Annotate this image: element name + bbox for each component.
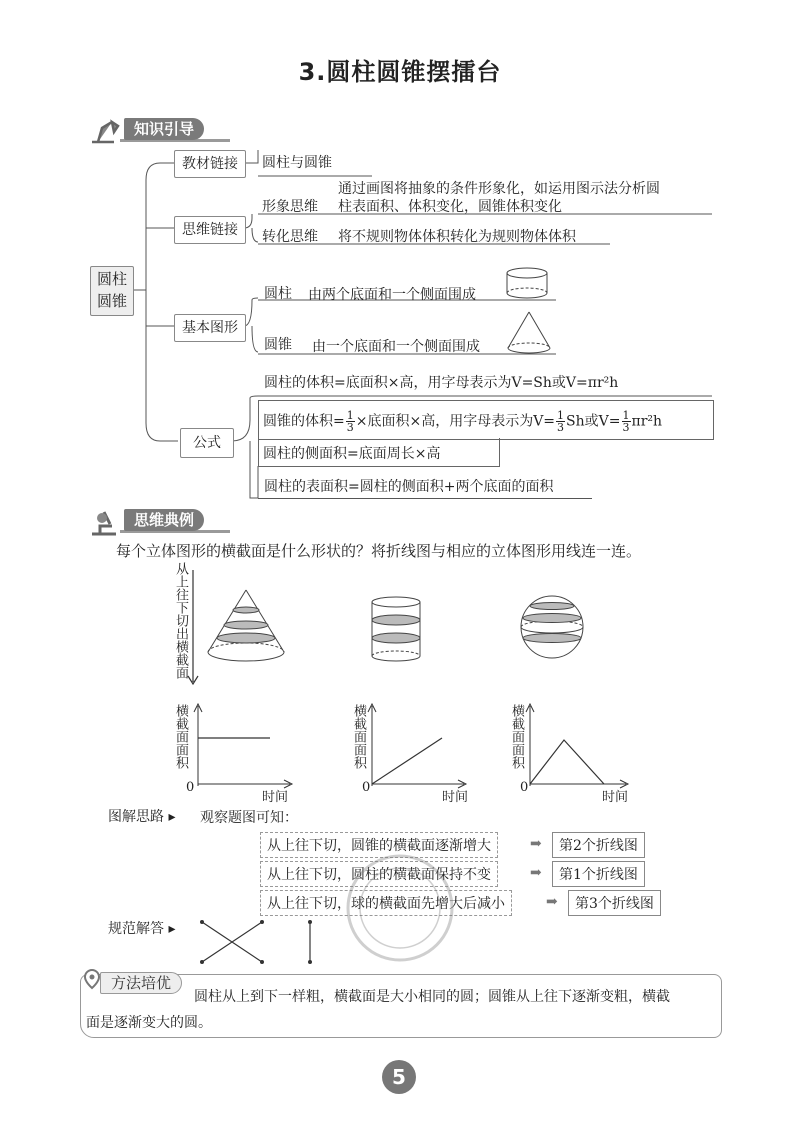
cone-formula-part2: ×底面积×高，用字母表示为V= [355,413,556,430]
cylinder-label: 圆柱 [264,286,292,302]
hint-result-1: 第2个折线图 [552,832,645,858]
graph1-xlabel: 时间 [262,790,289,805]
hint-label: 图解思路 ▸ [108,809,176,825]
stamp-watermark [330,846,470,976]
example-question: 每个立体图形的横截面是什么形状的？将折线图与相应的立体图形用线连一连。 [116,542,642,560]
hint-row-1: 从上往下切，圆锥的横截面逐渐增大 [260,832,498,858]
hint-intro: 观察题图可知： [200,810,298,826]
graph1-ylabel: 横截面面积 [173,704,188,769]
shape-thinking-line1: 通过画图将抽象的条件形象化，如运用图示法分析圆 [338,181,660,197]
answer-label-text: 规范解答 [108,921,164,937]
answer-label: 规范解答 ▸ [108,921,176,937]
frac-den-2: 3 [557,421,565,434]
mindmap-root-label: 圆柱圆锥 [96,270,127,310]
branch-shapes: 基本图形 [174,314,246,342]
cut-direction-label: 从上往下切出横截面 [173,562,188,679]
graph3-origin: 0 [520,780,529,795]
branch-formulas: 公式 [180,428,234,458]
cone-text: 由一个底面和一个侧面围成 [312,339,480,355]
frac-num-2: 1 [557,409,565,422]
transform-thinking-label: 转化思维 [262,229,318,245]
fraction-one-third-2 [556,410,565,433]
hint-row-3: 从上往下切，球的横截面先增大后减小 [260,890,512,916]
formula-cylinder-volume: 圆柱的体积=底面积×高，用字母表示为V=Sh或V=πr²h [264,375,619,391]
frac-den-3: 3 [622,421,630,434]
formula-cone-volume-box [258,400,714,440]
fraction-one-third [346,410,355,433]
hint-label-text: 图解思路 [108,809,164,825]
answer-diagram [196,918,326,968]
shape-thinking-line2: 柱表面积、体积变化，圆锥体积变化 [338,199,562,215]
section-knowledge: 知识引导 [124,118,204,140]
textbook-text: 圆柱与圆锥 [262,155,332,171]
page-number: 5 [382,1060,416,1094]
graph3-xlabel: 时间 [602,790,629,805]
arrow-right-icon-2: ➡ [530,865,542,881]
cone-icon [504,310,554,356]
microscope-icon [88,508,122,536]
cone-solid [206,588,326,668]
graph2-xlabel: 时间 [442,790,469,805]
cone-label: 圆锥 [264,337,292,353]
graph3-ylabel: 横截面面积 [509,704,524,769]
down-arrow-icon [186,568,200,688]
frac-den: 3 [346,421,354,434]
branch-thinking: 思维链接 [174,216,246,244]
cylinder-text: 由两个底面和一个侧面围成 [308,287,476,303]
cone-formula-part4: πr²h [631,413,663,430]
graph1 [190,700,300,790]
arrow-right-icon-3: ➡ [546,894,558,910]
cylinder-solid [368,594,428,670]
page-title: 3.圆柱圆锥摆擂台 [298,58,502,86]
arrow-right-icon-1: ➡ [530,836,542,852]
hint-result-3: 第3个折线图 [568,890,661,916]
graph1-origin: 0 [186,780,195,795]
cylinder-icon [502,266,552,302]
branch-textbook: 教材链接 [174,150,246,178]
mindmap-root [90,266,134,316]
cone-formula-part3: Sh或V= [566,413,621,430]
graph2-ylabel: 横截面面积 [351,704,366,769]
graph3 [522,700,642,790]
formula-underline [258,498,592,499]
graph3-line [530,740,604,784]
graph2-origin: 0 [362,780,371,795]
formula-lateral-box [258,438,500,467]
section-method: 方法培优 [100,972,182,994]
shape-thinking-label: 形象思维 [262,199,318,215]
formula-surface-area: 圆柱的表面积=圆柱的侧面积+两个底面的面积 [264,479,554,495]
frac-num-3: 1 [622,409,630,422]
method-text-line1: 圆柱从上到下一样粗，横截面是大小相同的圆；圆锥从上往下逐渐变粗，横截 [194,989,670,1005]
graph2-line [372,738,442,784]
graph2 [364,700,474,790]
hint-result-2: 第1个折线图 [552,861,645,887]
method-text-line2: 面是逐渐变大的圆。 [86,1015,212,1031]
cone-formula-part1: 圆锥的体积= [263,413,345,430]
fraction-one-third-3 [622,410,631,433]
formula-cone-volume [263,410,662,433]
frac-num: 1 [346,409,354,422]
section-examples: 思维典例 [124,509,204,531]
transform-thinking-text: 将不规则物体体积转化为规则物体体积 [338,229,576,245]
location-pin-icon [82,968,102,990]
formula-lateral-area: 圆柱的侧面积=底面周长×高 [263,446,441,462]
hint-row-2: 从上往下切，圆柱的横截面保持不变 [260,861,498,887]
sphere-solid [518,592,588,664]
